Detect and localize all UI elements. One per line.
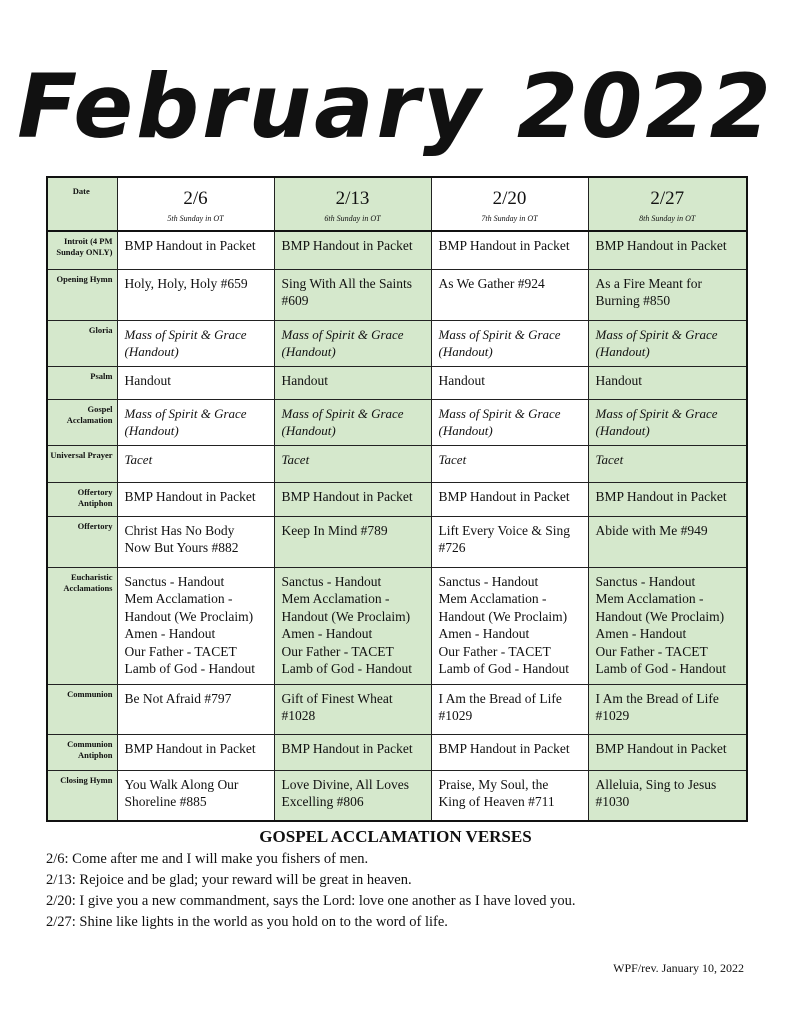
cell-text-line: Handout xyxy=(281,372,328,388)
schedule-cell xyxy=(117,269,274,320)
row-label-cell xyxy=(47,770,117,821)
cell-text-line: Tacet xyxy=(124,451,153,467)
cell-text-line: As a Fire Meant for xyxy=(595,275,702,291)
schedule-cell xyxy=(274,320,431,366)
row-label: Communion xyxy=(67,688,113,699)
row-label-cell xyxy=(47,366,117,399)
schedule-row xyxy=(47,320,747,366)
cell-text-line: Shoreline #885 xyxy=(124,794,207,809)
schedule-cell xyxy=(431,445,588,482)
cell-text-line: Handout (We Proclaim) xyxy=(281,608,411,624)
cell-text-line: Mass of Spirit & Grace xyxy=(124,326,247,342)
row-label: Introit (4 PM Sunday ONLY) xyxy=(56,236,113,257)
row-label-cell xyxy=(47,231,117,269)
cell-text-line: Mem Acclamation - xyxy=(124,591,233,606)
cell-text-line: Alleluia, Sing to Jesus xyxy=(595,776,717,792)
cell-text-line: (Handout) xyxy=(438,423,493,438)
schedule-row xyxy=(47,445,747,482)
cell-text-line: Sanctus - Handout xyxy=(124,573,225,589)
row-label: Gloria xyxy=(88,324,113,335)
cell-text-line: Lamb of God - Handout xyxy=(595,661,726,676)
cell-text-line: BMP Handout in Packet xyxy=(124,740,256,756)
schedule-cell xyxy=(431,684,588,734)
cell-text-line: Now But Yours #882 xyxy=(124,540,239,555)
cell-text-line: Our Father - TACET xyxy=(438,643,551,659)
cell-text-line: Tacet xyxy=(438,451,467,467)
cell-text-line: BMP Handout in Packet xyxy=(595,740,727,756)
schedule-cell xyxy=(117,734,274,770)
row-label-cell xyxy=(47,320,117,366)
cell-text-line: Handout xyxy=(438,372,485,388)
row-label: Eucharistic Acclamations xyxy=(63,571,113,593)
schedule-cell xyxy=(431,366,588,399)
date-cell xyxy=(588,177,747,231)
schedule-cell xyxy=(274,399,431,445)
cell-text-line: (Handout) xyxy=(595,344,650,359)
cell-text-line: Sanctus - Handout xyxy=(281,573,382,589)
schedule-cell xyxy=(588,516,747,567)
cell-text-line: Lamb of God - Handout xyxy=(124,661,255,676)
cell-text-line: BMP Handout in Packet xyxy=(281,488,413,504)
cell-text-line: (Handout) xyxy=(438,344,493,359)
cell-text-line: As We Gather #924 xyxy=(438,275,545,291)
cell-text-line: Handout (We Proclaim) xyxy=(438,608,568,624)
verse-line: 2/6: Come after me and I will make you fishers of men. xyxy=(46,851,369,867)
date-value: 2/6 xyxy=(183,188,208,209)
cell-text-line: Handout xyxy=(124,372,171,388)
row-label: Psalm xyxy=(90,370,113,381)
row-label-cell xyxy=(47,445,117,482)
cell-text-line: Lamb of God - Handout xyxy=(438,661,569,676)
page-title: February 2022 xyxy=(17,55,774,158)
cell-text-line: Our Father - TACET xyxy=(595,643,708,659)
schedule-cell xyxy=(431,231,588,269)
row-label: Gospel Acclamation xyxy=(66,403,113,425)
date-value: 2/13 xyxy=(335,188,370,209)
cell-text-line: BMP Handout in Packet xyxy=(438,238,570,253)
cell-text-line: Handout (We Proclaim) xyxy=(124,608,254,624)
schedule-cell xyxy=(117,399,274,445)
cell-text-line: (Handout) xyxy=(595,423,650,438)
cell-text-line: BMP Handout in Packet xyxy=(595,488,727,504)
schedule-row xyxy=(47,399,747,445)
schedule-cell xyxy=(117,482,274,516)
cell-text-line: #726 xyxy=(438,540,466,555)
cell-text-line: Mass of Spirit & Grace xyxy=(438,326,561,342)
schedule-cell xyxy=(431,734,588,770)
schedule-cell xyxy=(431,567,588,684)
schedule-body xyxy=(47,177,747,821)
schedule-cell xyxy=(274,734,431,770)
schedule-row xyxy=(47,366,747,399)
schedule-row xyxy=(47,770,747,821)
cell-text-line: Abide with Me #949 xyxy=(595,522,708,538)
cell-text-line: Gift of Finest Wheat xyxy=(281,690,393,706)
cell-text-line: Tacet xyxy=(281,451,310,467)
cell-text-line: Lift Every Voice & Sing xyxy=(438,522,570,538)
cell-text-line: #1028 xyxy=(281,708,316,723)
cell-text-line: I Am the Bread of Life xyxy=(595,690,719,706)
cell-text-line: Mass of Spirit & Grace xyxy=(124,405,247,421)
date-label-cell xyxy=(47,177,117,231)
cell-text-line: BMP Handout in Packet xyxy=(595,238,727,253)
date-cell xyxy=(274,177,431,231)
cell-text-line: Sing With All the Saints xyxy=(281,275,412,291)
row-label-cell xyxy=(47,516,117,567)
schedule-row xyxy=(47,482,747,516)
cell-text-line: Amen - Handout xyxy=(438,626,530,641)
cell-text-line: (Handout) xyxy=(124,344,179,359)
schedule-cell xyxy=(588,445,747,482)
row-label: Offertory xyxy=(77,520,113,531)
cell-text-line: Handout (We Proclaim) xyxy=(595,608,725,624)
cell-text-line: Handout xyxy=(595,372,642,388)
cell-text-line: BMP Handout in Packet xyxy=(124,488,256,504)
cell-text-line: I Am the Bread of Life xyxy=(438,690,562,706)
schedule-cell xyxy=(431,482,588,516)
date-subtitle: 5th Sunday in OT xyxy=(167,214,224,223)
cell-text-line: Our Father - TACET xyxy=(281,643,394,659)
schedule-row xyxy=(47,231,747,269)
schedule-table xyxy=(46,176,748,822)
date-subtitle: 7th Sunday in OT xyxy=(481,214,538,223)
cell-text-line: Amen - Handout xyxy=(595,626,687,641)
cell-text-line: You Walk Along Our xyxy=(124,776,239,792)
date-value: 2/27 xyxy=(650,188,685,209)
cell-text-line: Love Divine, All Loves xyxy=(281,776,409,792)
schedule-cell xyxy=(274,567,431,684)
schedule-cell xyxy=(117,516,274,567)
row-label: Closing Hymn xyxy=(60,774,113,785)
schedule-cell xyxy=(588,567,747,684)
row-label-cell xyxy=(47,269,117,320)
cell-text-line: Lamb of God - Handout xyxy=(281,661,412,676)
schedule-row xyxy=(47,684,747,734)
cell-text-line: Excelling #806 xyxy=(281,794,364,809)
cell-text-line: Mass of Spirit & Grace xyxy=(281,405,404,421)
schedule-row xyxy=(47,567,747,684)
schedule-cell xyxy=(588,399,747,445)
cell-text-line: Mass of Spirit & Grace xyxy=(281,326,404,342)
row-label: Communion Antiphon xyxy=(67,738,113,760)
verse-line: 2/27: Shine like lights in the world as you hold on to the word of life. xyxy=(46,914,448,930)
schedule-cell xyxy=(588,269,747,320)
schedule-cell xyxy=(274,231,431,269)
cell-text-line: King of Heaven #711 xyxy=(438,794,555,809)
schedule-row xyxy=(47,269,747,320)
cell-text-line: Amen - Handout xyxy=(281,626,373,641)
revision-note: WPF/rev. January 10, 2022 xyxy=(613,961,744,975)
row-label: Universal Prayer xyxy=(50,449,113,460)
cell-text-line: Christ Has No Body xyxy=(124,522,235,538)
row-label-cell xyxy=(47,482,117,516)
cell-text-line: Sanctus - Handout xyxy=(595,573,696,589)
cell-text-line: (Handout) xyxy=(281,344,336,359)
schedule-row xyxy=(47,734,747,770)
date-subtitle: 8th Sunday in OT xyxy=(639,214,696,223)
cell-text-line: #609 xyxy=(281,293,309,308)
verses-list xyxy=(46,849,766,933)
schedule-cell xyxy=(588,482,747,516)
date-value: 2/20 xyxy=(492,188,527,209)
cell-text-line: #1029 xyxy=(438,708,473,723)
cell-text-line: Mem Acclamation - xyxy=(281,591,390,606)
cell-text-line: #1030 xyxy=(595,794,630,809)
cell-text-line: BMP Handout in Packet xyxy=(281,740,413,756)
cell-text-line: BMP Handout in Packet xyxy=(438,488,570,504)
schedule-cell xyxy=(588,320,747,366)
schedule-cell xyxy=(588,684,747,734)
schedule-row xyxy=(47,516,747,567)
schedule-cell xyxy=(274,482,431,516)
date-subtitle: 6th Sunday in OT xyxy=(324,214,381,223)
schedule-cell xyxy=(588,734,747,770)
cell-text-line: Tacet xyxy=(595,451,624,467)
cell-text-line: BMP Handout in Packet xyxy=(438,740,570,756)
schedule-cell xyxy=(588,231,747,269)
schedule-cell xyxy=(431,770,588,821)
verse-line: 2/13: Rejoice and be glad; your reward will be great in heaven. xyxy=(46,872,412,888)
cell-text-line: BMP Handout in Packet xyxy=(124,238,256,253)
schedule-cell xyxy=(117,684,274,734)
schedule-cell xyxy=(431,516,588,567)
schedule-cell xyxy=(431,320,588,366)
row-label-cell xyxy=(47,734,117,770)
cell-text-line: Sanctus - Handout xyxy=(438,573,539,589)
cell-text-line: Mem Acclamation - xyxy=(438,591,547,606)
cell-text-line: (Handout) xyxy=(124,423,179,438)
schedule-cell xyxy=(274,770,431,821)
cell-text-line: Holy, Holy, Holy #659 xyxy=(124,275,248,291)
date-cell xyxy=(431,177,588,231)
cell-text-line: Praise, My Soul, the xyxy=(438,776,549,792)
schedule-cell xyxy=(117,770,274,821)
cell-text-line: Mass of Spirit & Grace xyxy=(438,405,561,421)
row-label-cell xyxy=(47,399,117,445)
schedule-cell xyxy=(588,366,747,399)
date-label: Date xyxy=(72,186,90,196)
cell-text-line: Our Father - TACET xyxy=(124,643,237,659)
schedule-cell xyxy=(117,445,274,482)
schedule-cell xyxy=(588,770,747,821)
schedule-cell xyxy=(431,399,588,445)
schedule-cell xyxy=(274,684,431,734)
schedule-cell xyxy=(274,516,431,567)
row-label: Offertory Antiphon xyxy=(77,486,113,508)
date-cell xyxy=(117,177,274,231)
schedule-cell xyxy=(431,269,588,320)
cell-text-line: Be Not Afraid #797 xyxy=(124,690,232,706)
row-label-cell xyxy=(47,684,117,734)
cell-text-line: BMP Handout in Packet xyxy=(281,238,413,253)
cell-text-line: Mem Acclamation - xyxy=(595,591,704,606)
cell-text-line: Burning #850 xyxy=(595,293,671,308)
row-label-cell xyxy=(47,567,117,684)
verse-line: 2/20: I give you a new commandment, says the Lord: love one another as I have loved you. xyxy=(46,893,576,909)
verses-title: GOSPEL ACCLAMATION VERSES xyxy=(259,827,532,846)
cell-text-line: (Handout) xyxy=(281,423,336,438)
cell-text-line: #1029 xyxy=(595,708,630,723)
cell-text-line: Amen - Handout xyxy=(124,626,216,641)
schedule-cell xyxy=(117,231,274,269)
cell-text-line: Mass of Spirit & Grace xyxy=(595,405,718,421)
schedule-cell xyxy=(274,366,431,399)
schedule-cell xyxy=(117,366,274,399)
schedule-cell xyxy=(274,445,431,482)
cell-text-line: Keep In Mind #789 xyxy=(281,522,388,538)
cell-text-line: Mass of Spirit & Grace xyxy=(595,326,718,342)
schedule-cell xyxy=(117,320,274,366)
schedule-cell xyxy=(274,269,431,320)
row-label: Opening Hymn xyxy=(56,273,113,284)
date-header-row xyxy=(47,177,747,231)
schedule-cell xyxy=(117,567,274,684)
